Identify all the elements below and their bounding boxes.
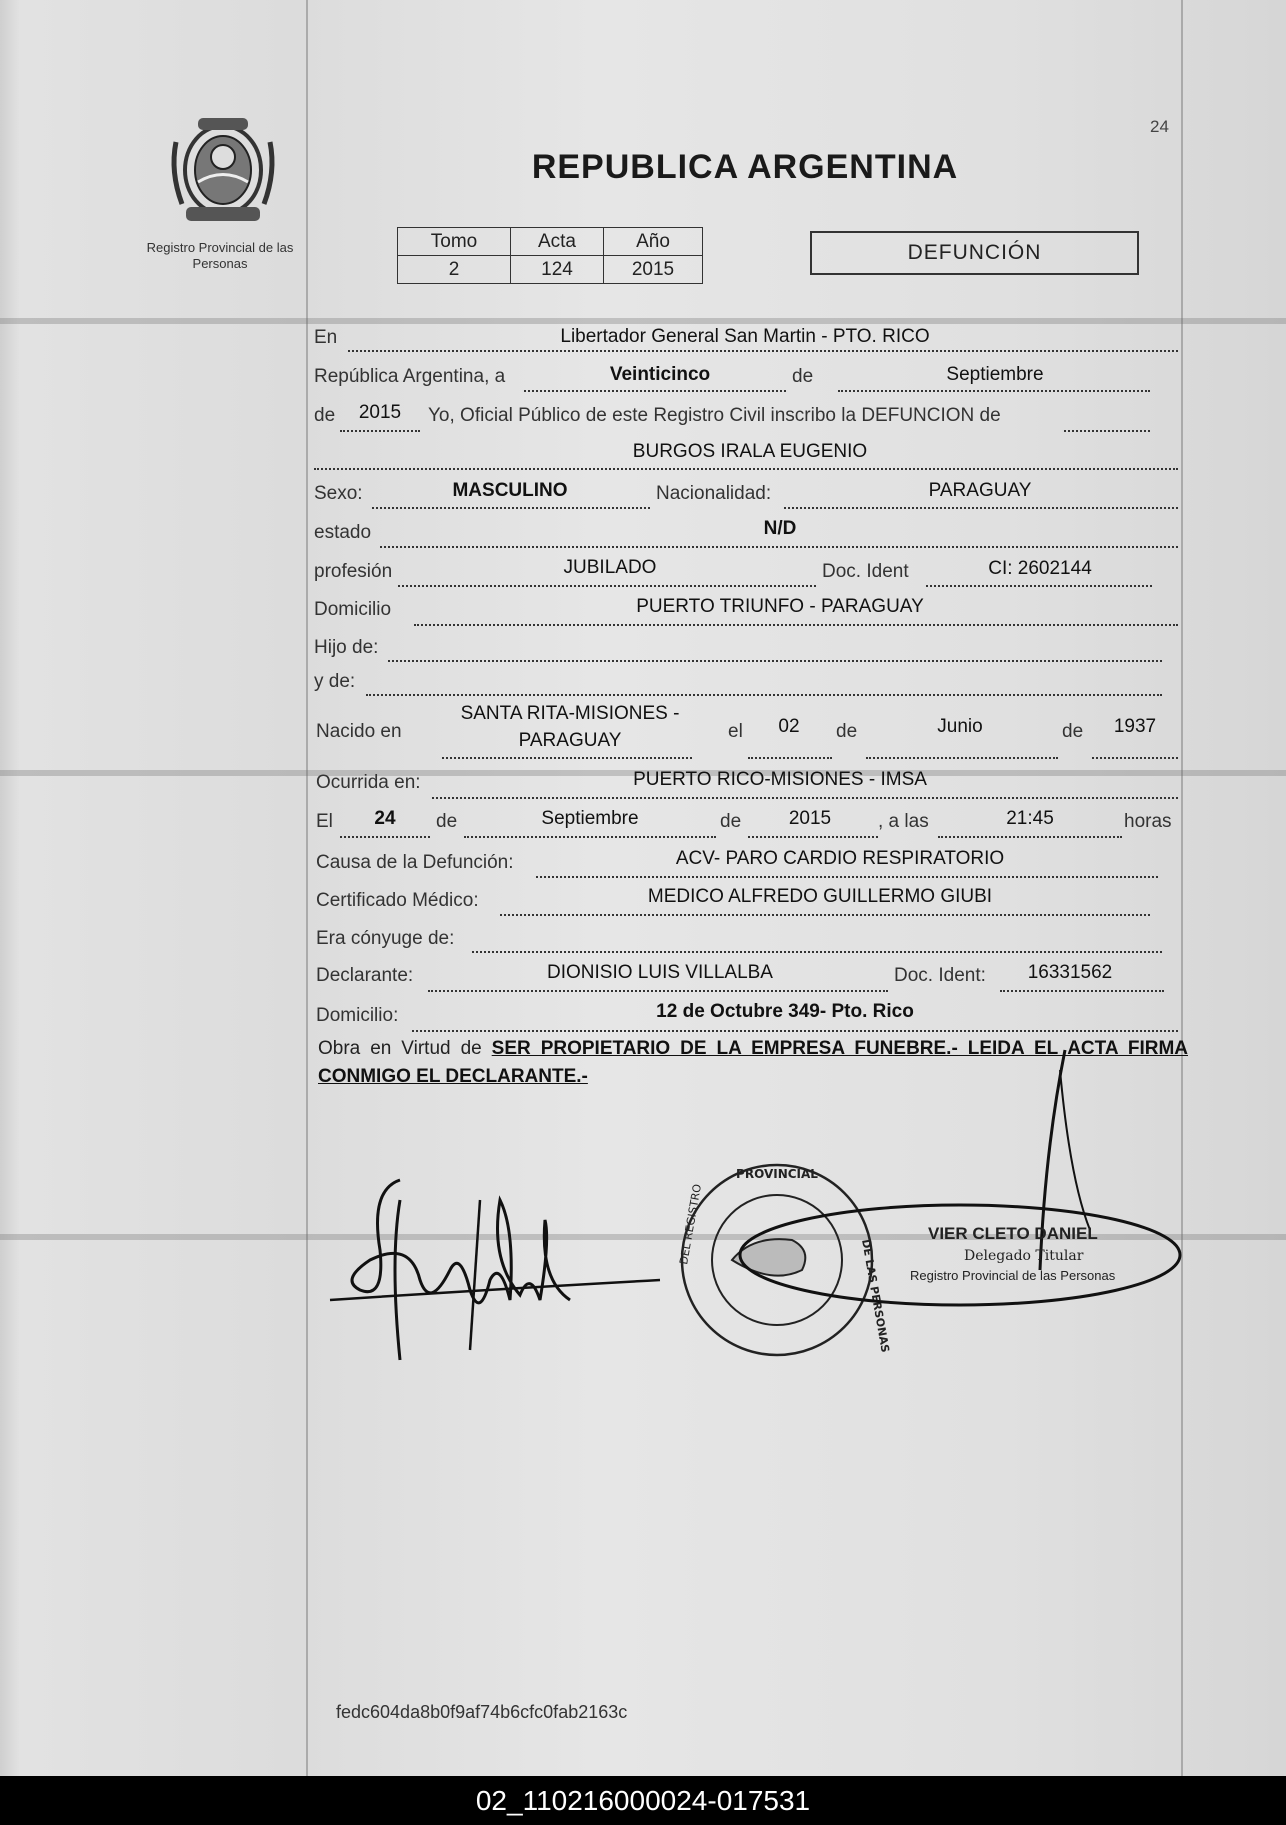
nacido-label: Nacido en xyxy=(316,721,402,742)
birthplace-line2: PARAGUAY xyxy=(518,730,622,751)
stamp-role: Delegado Titular xyxy=(964,1248,1084,1264)
oficial-text: Yo, Oficial Público de este Registro Civil inscribo la DEFUNCION de xyxy=(428,405,1001,426)
record-table xyxy=(397,227,703,284)
dotted-line xyxy=(748,757,832,759)
svg-text:DEL REGISTRO: DEL REGISTRO xyxy=(677,1183,705,1266)
dotted-line xyxy=(380,546,1178,548)
dotted-line xyxy=(464,836,716,838)
doc-ident-label: Doc. Ident: xyxy=(894,965,986,986)
de-label: de xyxy=(314,405,336,426)
dotted-line xyxy=(1092,757,1178,759)
day-words-value: Veinticinco xyxy=(609,364,711,385)
republica-label: República Argentina, a xyxy=(314,366,506,387)
page-number: 24 xyxy=(1150,117,1169,136)
acta-value: 124 xyxy=(511,256,604,284)
profesion-value: JUBILADO xyxy=(563,557,657,578)
domicilio-label: Domicilio xyxy=(314,599,392,620)
declarante-value: DIONISIO LUIS VILLALBA xyxy=(547,962,773,983)
estado-value: N/D xyxy=(763,518,797,539)
dotted-line xyxy=(500,914,1150,916)
dotted-line xyxy=(1064,430,1150,432)
de-label: de xyxy=(720,811,742,832)
dotted-line xyxy=(866,757,1058,759)
tomo-header: Tomo xyxy=(398,228,511,256)
dotted-line xyxy=(398,585,816,587)
sexo-value: MASCULINO xyxy=(452,480,568,501)
certificado-value: MEDICO ALFREDO GUILLERMO GIUBI xyxy=(647,886,993,907)
birth-day-value: 02 xyxy=(778,716,800,737)
nacionalidad-label: Nacionalidad: xyxy=(656,483,772,504)
death-year-value: 2015 xyxy=(788,808,832,829)
dotted-line xyxy=(536,876,1158,878)
certificado-label: Certificado Médico: xyxy=(316,890,479,911)
stamp-name: VIER CLETO DANIEL xyxy=(928,1224,1098,1243)
anio-header: Año xyxy=(604,228,703,256)
obra-text: SER PROPIETARIO DE LA EMPRESA FUNEBRE.- LEIDA EL ACTA FIRMA CONMIGO EL DECLARANTE.- xyxy=(318,1038,1188,1087)
doc-ident-value: CI: 2602144 xyxy=(988,558,1092,579)
de-label: de xyxy=(1062,721,1084,742)
tomo-value: 2 xyxy=(398,256,511,284)
birth-year-value: 1937 xyxy=(1113,716,1157,737)
year-value: 2015 xyxy=(358,402,402,423)
dotted-line xyxy=(428,990,888,992)
death-day-value: 24 xyxy=(374,808,396,829)
doc-ident-value: 16331562 xyxy=(1027,962,1113,983)
nacionalidad-value: PARAGUAY xyxy=(928,480,1032,501)
birth-month-value: Junio xyxy=(937,716,983,737)
death-month-value: Septiembre xyxy=(541,808,639,829)
record-type-box: DEFUNCIÓN xyxy=(810,231,1139,275)
en-label: En xyxy=(314,327,338,348)
ocurrida-value: PUERTO RICO-MISIONES - IMSA xyxy=(633,769,927,790)
obra-label: Obra en Virtud de xyxy=(318,1038,482,1059)
dotted-line xyxy=(372,507,650,509)
a-las-label: , a las xyxy=(878,811,929,832)
dotted-line xyxy=(926,585,1152,587)
dotted-line xyxy=(366,694,1162,696)
ocurrida-label: Ocurrida en: xyxy=(316,772,421,793)
place-value: Libertador General San Martin - PTO. RICO xyxy=(560,326,930,347)
month-value: Septiembre xyxy=(946,364,1044,385)
deceased-name: BURGOS IRALA EUGENIO xyxy=(632,441,868,462)
dotted-line xyxy=(432,797,1178,799)
dotted-line xyxy=(472,951,1162,953)
dotted-line xyxy=(340,430,420,432)
doc-ident-label: Doc. Ident xyxy=(822,561,909,582)
anio-value: 2015 xyxy=(604,256,703,284)
acta-header: Acta xyxy=(511,228,604,256)
svg-text:DE LAS PERSONAS: DE LAS PERSONAS xyxy=(859,1238,892,1354)
svg-text:PROVINCIAL: PROVINCIAL xyxy=(736,1167,818,1181)
stamp-office: Registro Provincial de las Personas xyxy=(910,1268,1116,1283)
dotted-line xyxy=(388,660,1162,662)
el-label: el xyxy=(728,721,743,742)
profesion-label: profesión xyxy=(314,561,393,582)
dotted-line xyxy=(838,390,1150,392)
dotted-line xyxy=(938,836,1122,838)
causa-label: Causa de la Defunción: xyxy=(316,852,514,873)
dotted-line xyxy=(348,350,1178,352)
dotted-line xyxy=(314,468,1178,470)
hijo-label: Hijo de: xyxy=(314,637,379,658)
dotted-line xyxy=(340,836,430,838)
file-id-footer: 02_110216000024-017531 xyxy=(0,1776,1286,1825)
sexo-label: Sexo: xyxy=(314,483,363,504)
de-label: de xyxy=(836,721,858,742)
estado-label: estado xyxy=(314,522,372,543)
misiones-crest-icon xyxy=(168,112,278,230)
registry-label: Registro Provincial de las Personas xyxy=(146,240,294,271)
causa-value: ACV- PARO CARDIO RESPIRATORIO xyxy=(675,848,1005,869)
fold-line xyxy=(306,0,308,1776)
dotted-line xyxy=(1000,990,1164,992)
horas-label: horas xyxy=(1124,811,1172,832)
dotted-line xyxy=(784,507,1178,509)
domicilio-value: PUERTO TRIUNFO - PARAGUAY xyxy=(636,596,924,617)
birthplace-line1: SANTA RITA-MISIONES - xyxy=(460,703,680,724)
dotted-line xyxy=(748,836,878,838)
declarant-signature xyxy=(330,1160,690,1370)
document-hash: fedc604da8b0f9af74b6cfc0fab2163c xyxy=(336,1702,628,1722)
conyuge-label: Era cónyuge de: xyxy=(316,928,455,949)
dotted-line xyxy=(524,390,786,392)
fold-line xyxy=(1181,0,1183,1776)
domicilio-label: Domicilio: xyxy=(316,1005,399,1026)
death-time-value: 21:45 xyxy=(1006,808,1054,829)
de-label: de xyxy=(792,366,814,387)
dotted-line xyxy=(414,624,1178,626)
declarante-label: Declarante: xyxy=(316,965,414,986)
de-label: de xyxy=(436,811,458,832)
el-label: El xyxy=(316,811,333,832)
yde-label: y de: xyxy=(314,671,356,692)
scan-streak xyxy=(0,318,1286,324)
page-title: REPUBLICA ARGENTINA xyxy=(531,148,959,186)
dotted-line xyxy=(442,757,692,759)
domicilio-value: 12 de Octubre 349- Pto. Rico xyxy=(656,1001,914,1022)
